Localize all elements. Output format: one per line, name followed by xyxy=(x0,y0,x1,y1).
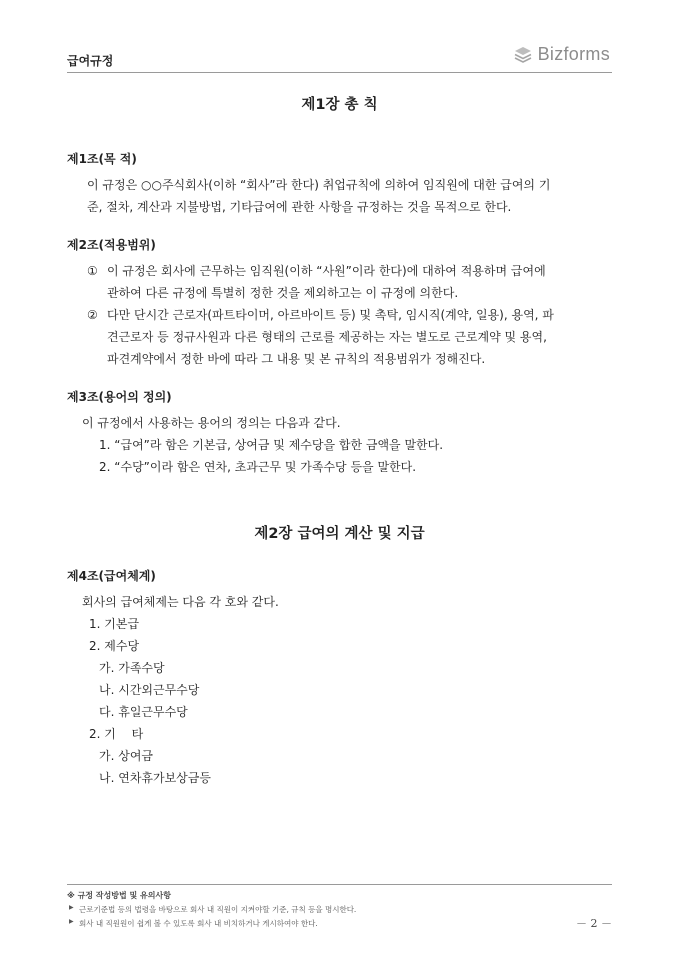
clause xyxy=(67,304,612,370)
clause-text-line: 이 규정은 회사에 근무하는 임직원(이하 “사원”이라 한다)에 대하여 적용하며 급여에 xyxy=(107,264,546,278)
page-footer xyxy=(67,884,612,932)
note-text: 근로기준법 등의 법령을 바탕으로 회사 내 직원이 지켜야할 기준, 규칙 등을 명시한다. xyxy=(79,905,357,914)
brand-logo xyxy=(513,44,610,65)
chapter-title: 제1장 총 칙 xyxy=(301,97,378,113)
brand-name: Bizforms xyxy=(537,44,610,64)
sub-list-item: 나. 연차휴가보상금등 xyxy=(99,771,211,785)
triangle-bullet-icon: ▶ xyxy=(69,918,74,925)
clause-text-line: 견근로자 등 정규사원과 다른 형태의 근로를 제공하는 자는 별도로 근로계약 및 용역, xyxy=(107,330,547,344)
sub-list-item: 다. 휴일근무수당 xyxy=(99,705,188,719)
article-intro: 회사의 급여체제는 다음 각 호와 같다. xyxy=(82,595,279,609)
page-number: － 2 － xyxy=(576,917,612,930)
list-item: 1. 기본급 xyxy=(89,617,140,631)
article-title: 제4조(급여체계) xyxy=(67,569,156,583)
clause-text-line: 관하여 다른 규정에 특별히 정한 것을 제외하고는 이 규정에 의한다. xyxy=(107,286,459,300)
article-1 xyxy=(67,150,612,218)
sub-list-item: 가. 가족수당 xyxy=(99,661,165,675)
list-item: 2. 기 타 xyxy=(89,727,144,741)
chapter-title: 제2장 급여의 계산 및 지급 xyxy=(254,526,425,542)
list-item: 2. “수당”이라 함은 연차, 초과근무 및 가족수당 등을 말한다. xyxy=(99,460,417,474)
note-item xyxy=(67,904,612,915)
page-header xyxy=(67,42,612,73)
document-label: 급여규정 xyxy=(67,54,114,68)
sub-list-item: 나. 시간외근무수당 xyxy=(99,683,200,697)
triangle-bullet-icon: ▶ xyxy=(69,904,74,911)
clause-number: ② xyxy=(87,308,98,322)
article-title: 제3조(용어의 정의) xyxy=(67,390,172,404)
clause-text-line: 다만 단시간 근로자(파트타이머, 아르바이트 등) 및 촉탁, 임시직(계약, 일용), 용역, 파 xyxy=(107,308,554,322)
note-text: 회사 내 직원원이 쉽게 볼 수 있도록 회사 내 비치하거나 게시하여야 한다. xyxy=(79,919,318,928)
layers-icon xyxy=(513,45,533,65)
article-intro: 이 규정에서 사용하는 용어의 정의는 다음과 같다. xyxy=(82,416,341,430)
clause-text-line: 파견계약에서 정한 바에 따라 그 내용 및 본 규칙의 적용범위가 정해진다. xyxy=(107,352,486,366)
note-item xyxy=(67,918,612,929)
clause-number: ① xyxy=(87,264,98,278)
clause xyxy=(67,260,612,304)
article-text-line: 준, 절차, 계산과 지불방법, 기타급여에 관한 사항을 규정하는 것을 목적으로 한다. xyxy=(87,200,512,214)
article-title: 제2조(적용범위) xyxy=(67,238,156,252)
note-title: ※ 규정 작성방법 및 유의사항 xyxy=(67,891,171,900)
document-body xyxy=(67,93,612,789)
article-2 xyxy=(67,236,612,370)
article-3 xyxy=(67,388,612,478)
list-item: 1. “급여”라 함은 기본급, 상여금 및 제수당을 합한 금액을 말한다. xyxy=(99,438,444,452)
list-item: 2. 제수당 xyxy=(89,639,140,653)
sub-list-item: 가. 상여금 xyxy=(99,749,153,763)
article-title: 제1조(목 적) xyxy=(67,152,137,166)
article-4 xyxy=(67,567,612,789)
article-text-line: 이 규정은 ○○주식회사(이하 “회사”라 한다) 취업규칙에 의하여 임직원에 대한 급여의 기 xyxy=(87,178,551,192)
